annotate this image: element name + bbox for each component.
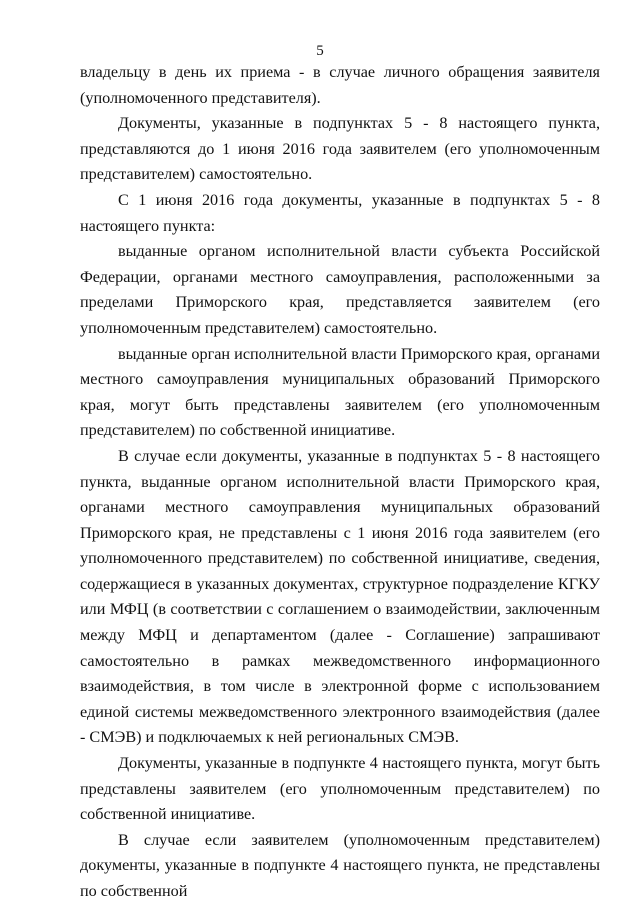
- paragraph-if-not-submitted: В случае если документы, указанные в подпунктах 5 - 8 настоящего пункта, выданные органом исполнительной власти Приморского края, органами местного самоуправления муниципальных образований Приморского края, не представлены с 1 июня 2016 года заявителем (его уполномоченного представителем) по собственной инициативе, сведения, содержащиеся в указанных документах, структурное подразделение КГКУ или МФЦ (в соответствии с соглашением о взаимодействии, заключенным между МФЦ и департаментом (далее - Соглашение) запрашивают самостоятельно в рамках межведомственного информационного взаимодействия, в том числе в электронной форме с использованием единой системы межведомственного электронного взаимодействия (далее - СМЭВ) и подключаемых к ней региональных СМЭВ.: [80, 446, 600, 747]
- paragraph-issued-outside-region: выданные органом исполнительной власти субъекта Российской Федерации, органами местного самоуправления, расположенными за пределами Приморского края, представляется заявителем (его уполномоченным представителем) самостоятельно.: [80, 242, 600, 337]
- paragraph-from-june-2016: С 1 июня 2016 года документы, указанные в подпунктах 5 - 8 настоящего пункта:: [80, 190, 600, 235]
- page-number: 5: [316, 43, 324, 59]
- paragraph-documents-5-8: Документы, указанные в подпунктах 5 - 8 настоящего пункта, представляются до 1 июня 2016 года заявителем (его уполномоченным представителем) самостоятельно.: [80, 114, 600, 184]
- paragraph-if-document-4-not-submitted: В случае если заявителем (уполномоченным представителем) документы, указанные в подпункте 4 настоящего пункта, не представлены по собственной: [80, 830, 600, 900]
- body-text: [80, 60, 600, 905]
- paragraph-document-4: Документы, указанные в подпункте 4 настоящего пункта, могут быть представлены заявителем (его уполномоченным представителем) по собственной инициативе.: [80, 754, 600, 824]
- paragraph-continuation: владельцу в день их приема - в случае личного обращения заявителя (уполномоченного представителя).: [80, 63, 600, 107]
- paragraph-issued-primorsky: выданные орган исполнительной власти Приморского края, органами местного самоуправления муниципальных образований Приморского края, могут быть представлены заявителем (его уполномоченным представителем) по собственной инициативе.: [80, 344, 600, 440]
